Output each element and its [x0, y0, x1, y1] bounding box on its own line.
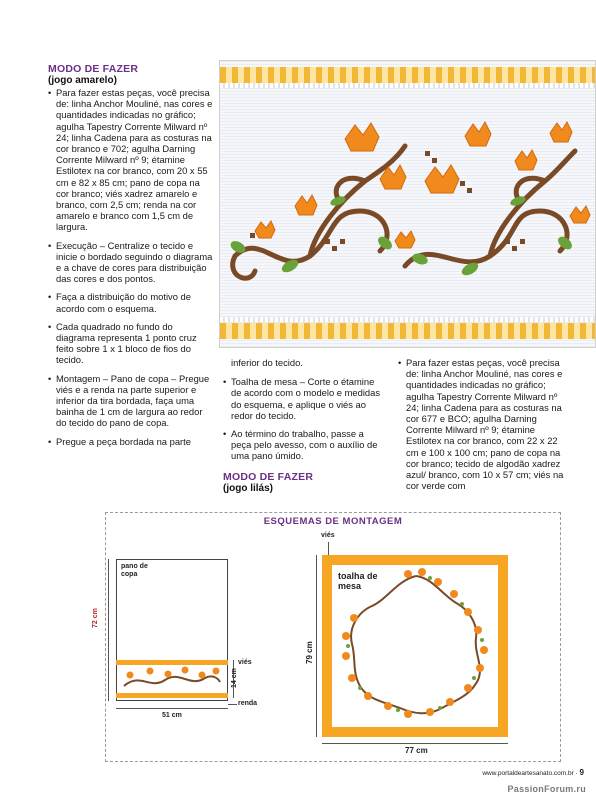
watermark: PassionForum.ru	[507, 784, 586, 794]
instruction-item: • Execução – Centralize o tecido e inicie o bordado seguindo o diagrama e a chave de cores para distribuição das cores e dos pontos.	[48, 240, 214, 285]
instruction-item: • Pregue a peça bordada na parte	[48, 436, 214, 447]
tablecloth-motif	[338, 568, 494, 724]
towel-band-top-strip	[116, 660, 228, 665]
tablecloth-height-label: 79 cm	[305, 641, 314, 664]
instruction-item: • Para fazer estas peças, você precisa de: linha Anchor Mouliné, nas cores e quantidades indicadas no gráfico; agulha Tapestry Corrente Milward nº 24; linha Cadena para as costuras na cor branco e 702; agulha Darning Corrente Milward nº 9; étamine Estilotex na cor branco, com 20 x 55 cm e 82 x 85 cm; pano de copa na cor branco; viés xadrez amarelo e branco, com 2,5 cm; renda na cor amarelo e branco com 1,5 cm de largura.	[48, 87, 214, 233]
towel-band-height-label: 14 cm	[231, 668, 238, 688]
instruction-item: • Para fazer estas peças, você precisa de: linha Anchor Mouliné, nas cores e quantidades indicadas no gráfico; agulha Tapestry Corrente Milward nº 24; linha Cadena para as costuras na cor 677 e BCO; agulha Darning Corrente Milward nº 9; étamine Estilotex na cor branco, com 22 x 22 cm e 100 x 100 cm; pano de copa na cor branco; tecido de algodão xadrez azul/ branco, com 10 x 57 cm; viés na cor verde com	[398, 357, 568, 491]
towel-vies-label: viés	[238, 659, 252, 666]
right-column	[398, 357, 568, 498]
footer-site: www.portaldeartesanato.com.br	[482, 770, 574, 777]
section-subheading-yellow: (jogo amarelo)	[48, 75, 117, 86]
embroidery-photo	[219, 60, 596, 348]
instructions-list-yellow	[48, 87, 214, 447]
tablecloth-vies-label: viés	[321, 532, 335, 539]
towel-label: pano de copa	[121, 563, 148, 578]
section-heading-yellow: MODO DE FAZER	[48, 63, 139, 75]
towel-band-motif	[120, 666, 225, 692]
towel-renda-label: renda	[238, 700, 258, 707]
towel-width-label: 51 cm	[162, 712, 182, 719]
towel-height-line	[108, 559, 109, 701]
instruction-item: • Montagem – Pano de copa – Pregue viés e a renda na parte superior e inferior da tira bordada, faça uma bainha de 1 cm de largura ao redor do tecido do pano de copa.	[48, 373, 214, 429]
middle-column	[223, 357, 385, 494]
embroidery-motif	[220, 61, 596, 348]
instruction-item: • Toalha de mesa – Corte o étamine de acordo com o modelo e medidas do esquema, e aplique o viés ao redor do tecido.	[223, 376, 385, 421]
section-heading-lilac: MODO DE FAZER	[223, 470, 314, 483]
page-footer: www.portaldeartesanato.com.br · 9	[482, 768, 584, 777]
tablecloth-width-label: 77 cm	[405, 746, 428, 755]
instruction-item: • Faça a distribuição do motivo de acordo com o esquema.	[48, 291, 214, 313]
instruction-item: • Ao término do trabalho, passe a peça pelo avesso, com o auxílio de uma pano úmido.	[223, 428, 385, 462]
tablecloth-label: toalha de mesa	[338, 571, 378, 591]
assembly-schemes-title: ESQUEMAS DE MONTAGEM	[263, 516, 403, 527]
towel-band-bottom-strip	[116, 693, 228, 698]
instruction-item: • Cada quadrado no fundo do diagrama representa 1 ponto cruz feito sobre 1 x 1 bloco de fios do tecido.	[48, 321, 214, 366]
tablecloth-height-line	[316, 555, 317, 737]
towel-width-line	[116, 708, 228, 709]
page-number: 9	[579, 768, 584, 777]
towel-renda-pointer	[228, 704, 237, 705]
instruction-continuation: inferior do tecido.	[231, 357, 303, 368]
left-column	[48, 63, 214, 454]
tablecloth-width-line	[322, 743, 508, 744]
section-subheading-lilac: (jogo lilás)	[223, 482, 273, 494]
towel-height-label: 72 cm	[92, 608, 99, 628]
